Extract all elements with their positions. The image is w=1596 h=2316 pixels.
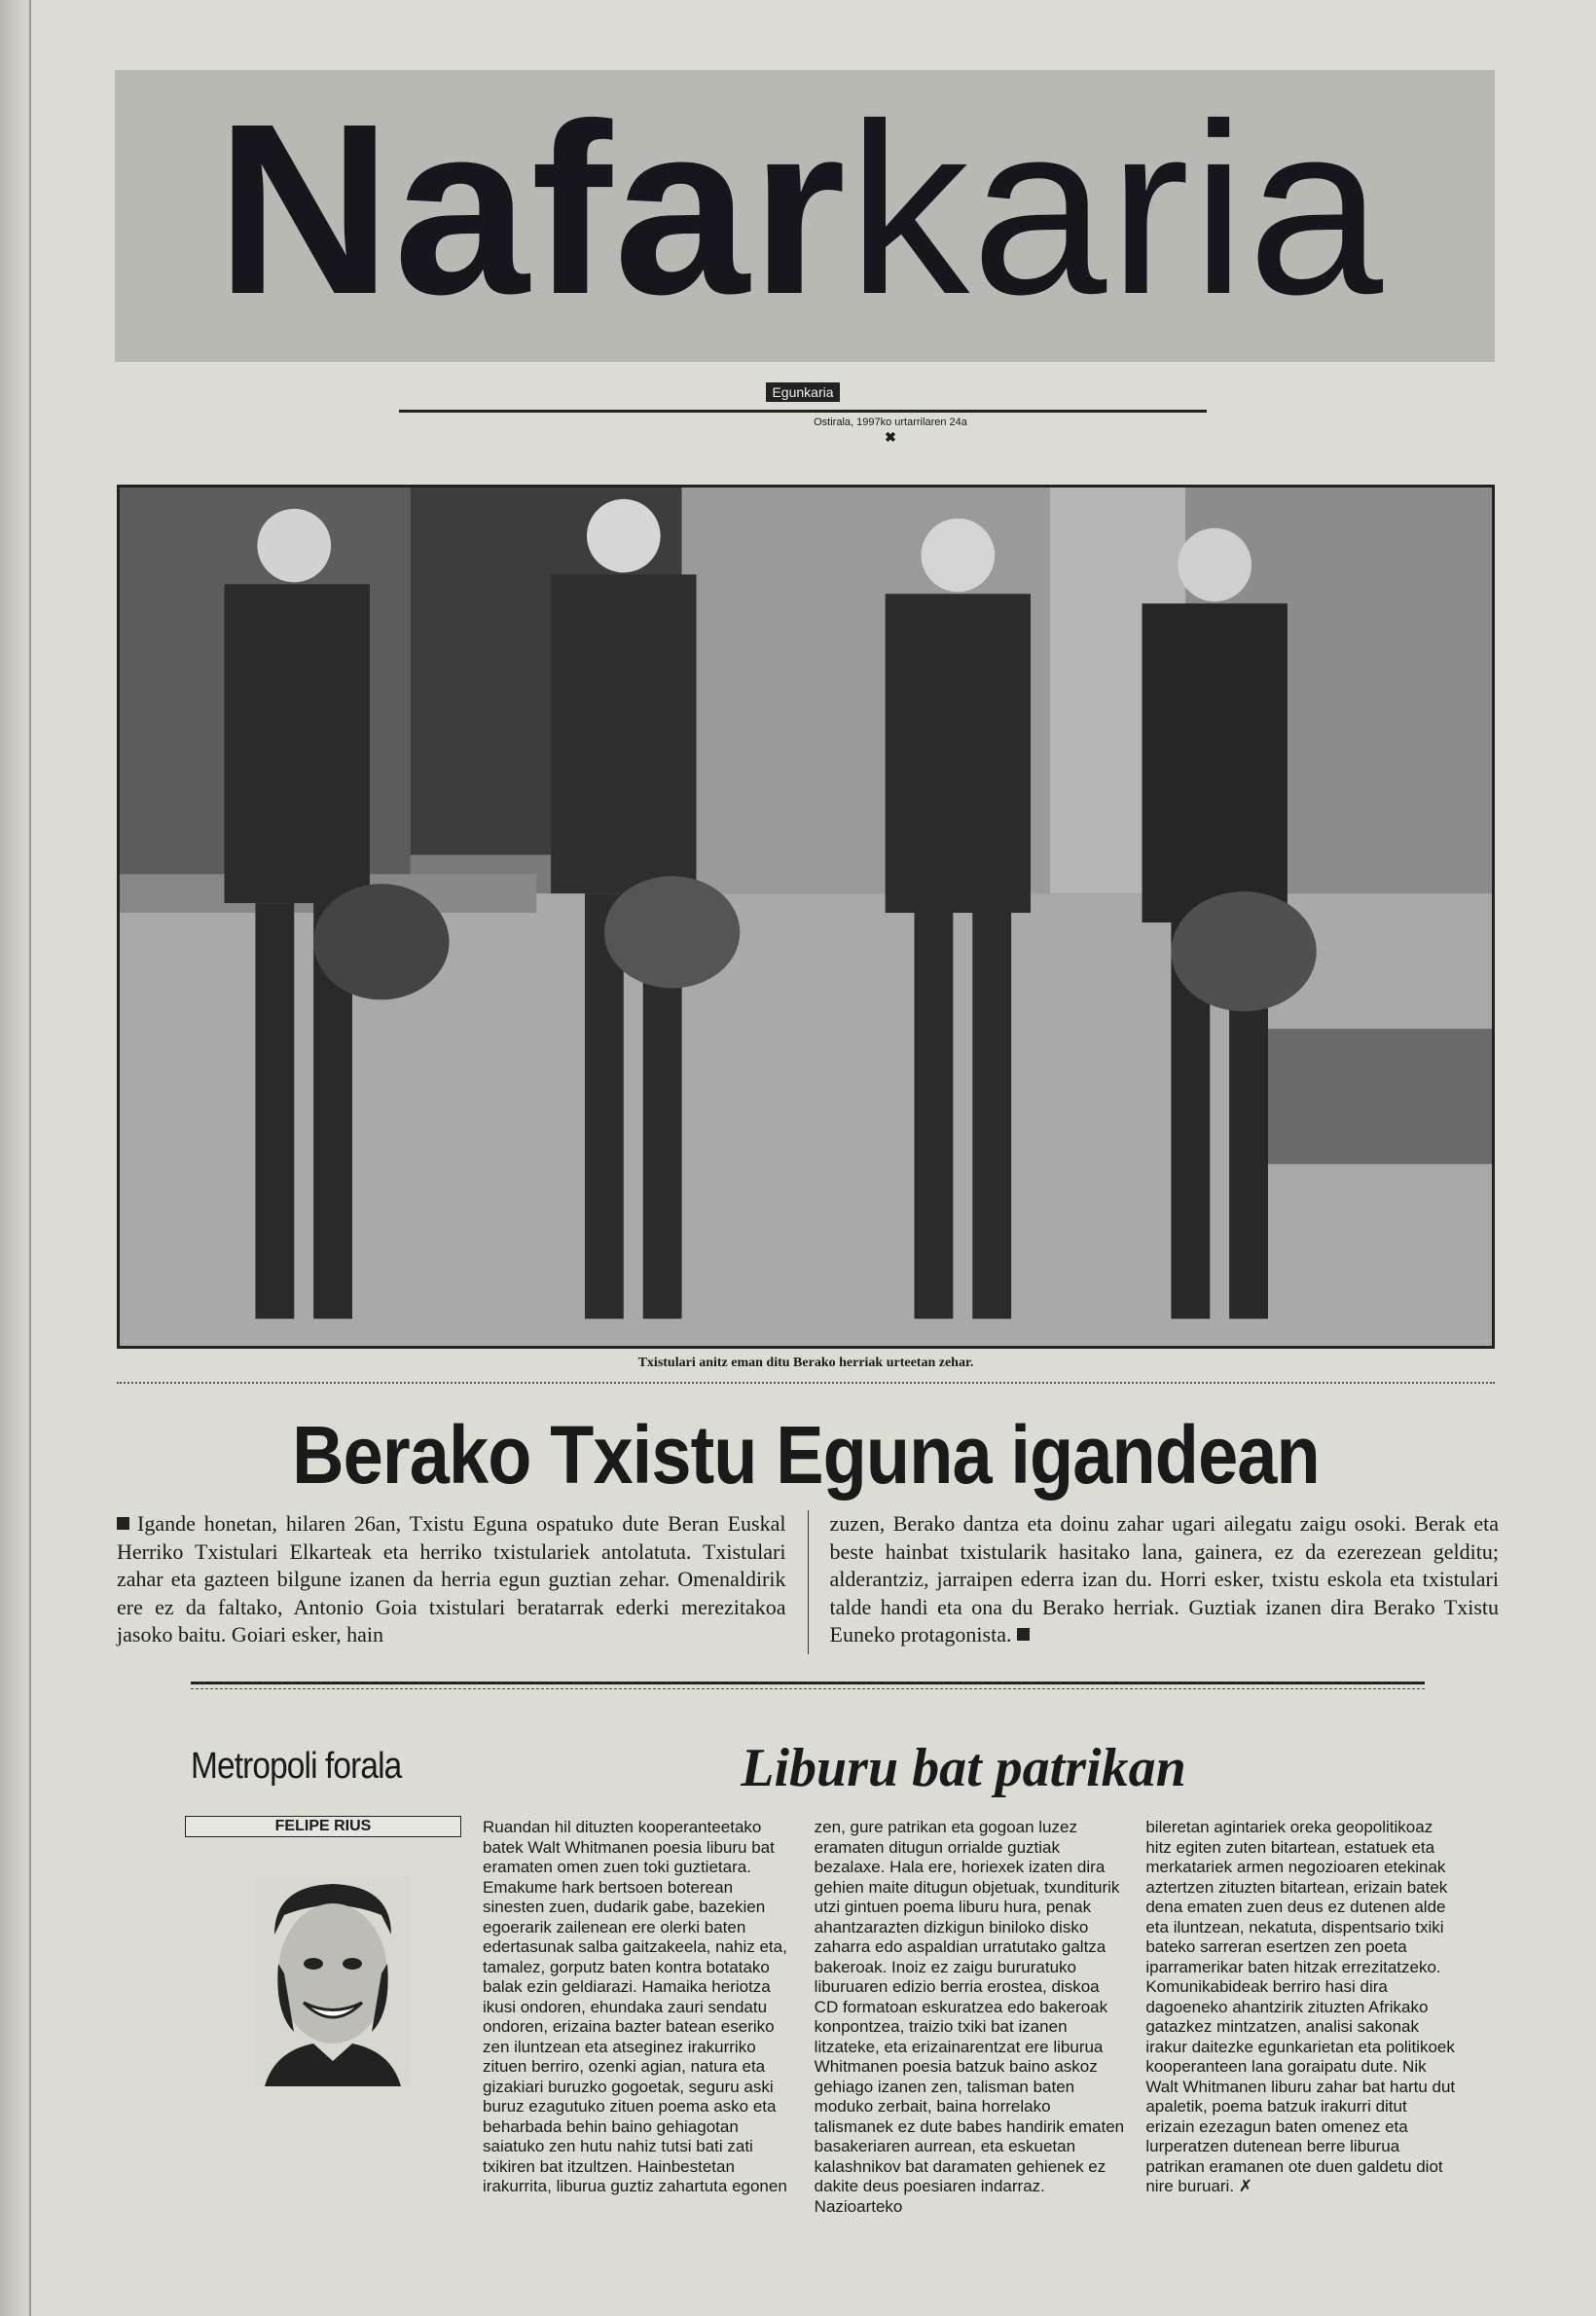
masthead-title-regular: karia [848, 73, 1386, 344]
dotted-rule [117, 1382, 1495, 1384]
article-column-3: bileretan agintariek oreka geopolitikoaz hitz egiten zuten bitartean, estatuek eta merkatariek armen negozioaren etekinak aztertzen zituzten bitartean, erizain batek dena ematen zuen deus ez dutenen alde eta iluntzean, nekatuta, dispentsario txiki bateko sarreran esertzen zen poeta iparramerikar baten hitzak errezitatzeko. Komunikabideak berriro hasi dira dagoeneko ahantzirik zituzten Afrikako gatazkez mintzatzen, analisi sakonak irakur daitezke egunkarietan eta politikoek kooperanteen lana goraipatu dute. Nik Walt Whitmanen liburu zahar bat hartu dut apaletik, poema batzuk irakurri ditut erizain ezezagun baten omenez eta lurperatzen dutenean berre liburua patrikan eramanen ote duen galdetu diot nire buruari. ✗ [1145, 1818, 1456, 2195]
headline: Berako Txistu Eguna igandean [292, 1409, 1320, 1501]
lead-column-2 [830, 1510, 1500, 1654]
cross-mark-icon: ✖ [885, 431, 896, 446]
column-title: Liburu bat patrikan [741, 1738, 1186, 1798]
lead-text-1: Igande honetan, hilaren 26an, Txistu Eguna ospatuko dute Beran Euskal Herriko Txistulari Elkarteak eta herriko txistulariek antolatuta. Txistulari zahar eta gazteen bilgune izanen da herria egun guztian zehar. Omenaldirik ere ez da faltako, Antonio Goia txistulari beratarrak ederki merezitakoa jasoko baitu. Goiari esker, hain [117, 1511, 786, 1647]
photo-illustration [120, 488, 1492, 1346]
article-column-1: Ruandan hil dituzten kooperanteetako batek Walt Whitmanen poesia liburu bat eramaten omen zuen toki guztietara. Emakume hark bertsoen boterean sinesten zuen, dudarik gabe, bazekien egoerarik zailenean ere olerki baten edertasunak salba gaitzakeela, nahiz eta, tamalez, gorputz baten kontra botatako balak ezin geldiarazi. Hamaika heriotza ikusi ondoren, ehundaka zauri sendatu ondoren, erizaina bazter batean eseriko zen iluntzean eta atseginez irakurriko zituen berriro, ozenki agian, natura eta gizakiari buruzko gogoetak, seguru aski buruz ezagutuko zituen poema asko eta beharbada behin baino gehiagotan saiatuko zen hutu nahiz tutsi bati zati txikiren bat itzultzen. Hainbestetan irakurrita, liburua guztiz zahartuta egonen [483, 1818, 787, 2195]
column-author: FELIPE RIUS [185, 1816, 461, 1837]
section-rule [191, 1682, 1425, 1689]
lead-column-1 [117, 1510, 809, 1654]
column-article [483, 1818, 1456, 2216]
column-name: Metropoli forala [191, 1746, 402, 1787]
article-column-2: zen, gure patrikan eta gogoan luzez eramaten ditugun orrialde guztiak bezalaxe. Hala ere, horiexek izaten dira gehien maite ditugun objetuak, txunditurik utzi gintuen poema liburu hura, penak ahantzarazten dizkigun biniloko disko zaharra edo aspaldian urratutako galtza bakeroak. Inoiz ez zaigu bururatuko liburuaren edizio berria erostea, diskoa CD formatoan eskuratzea edo bakeroak konpontzea, traizio txiki bat izanen litzateke, eta erizainarentzat ere liburua Whitmanen poesia batzuk baino askoz gehiago izanen zen, talisman baten moduko zerbait, baina horrelako talismanek ez dute babes handirik ematen basakeriaren aurrean, eta eskuetan kalashnikov bat daramaten gehienek ez dakite deus poesiaren indarraz. Nazioarteko [814, 1818, 1125, 2216]
brand-block [399, 380, 1207, 457]
binding-edge [0, 0, 31, 2316]
brand-rule [399, 410, 1207, 413]
masthead-title [216, 68, 1384, 350]
bullet-square-icon [117, 1517, 129, 1530]
masthead-title-bold: Nafar [216, 73, 849, 344]
author-portrait [255, 1876, 411, 2086]
end-square-icon [1017, 1628, 1030, 1641]
photo-caption: Txistulari anitz eman ditu Berako herriak urteetan zehar. [637, 1356, 974, 1370]
brand-tag: Egunkaria [766, 382, 839, 402]
photo-txistulariak [117, 485, 1495, 1349]
lead-text-2: zuzen, Berako dantza eta doinu zahar ugari ailegatu zaigu osoki. Berak eta beste hainbat txistularik hasitako lana, gainera, ez da ezerezean gelditu; alderantziz, jarraipen ederra izan du. Horri esker, txistu eskola eta txistulari talde handi eta ona du Berako herriak. Guztiak izanen dira Berako Txistu Euneko protagonista. [829, 1511, 1499, 1647]
lead-story [117, 1510, 1499, 1654]
issue-date: Ostirala, 1997ko urtarrilaren 24a [814, 416, 967, 428]
